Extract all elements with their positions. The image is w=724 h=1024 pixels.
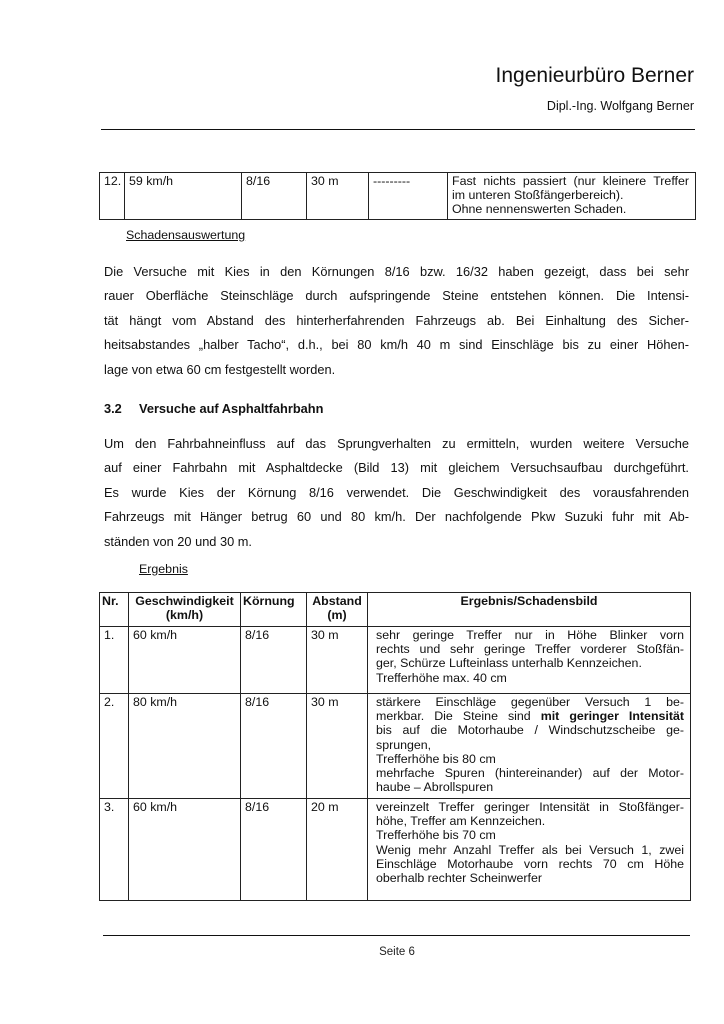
result-line: rechts und sehr geringe Treffer vorderer Stoßfän- bbox=[376, 642, 684, 657]
col-header-distance-unit: (m) bbox=[327, 608, 347, 622]
page-number: Seite 6 bbox=[379, 946, 415, 958]
result-line: mehrfache Spuren (hintereinander) auf der Motor- bbox=[376, 766, 684, 781]
footer-divider bbox=[103, 935, 690, 936]
result-line: Fast nichts passiert (nur kleinere Treffer bbox=[452, 174, 689, 188]
paragraph-line: heitsabstandes „halber Tacho“, d.h., bei 80 km/h 40 m sind Einschläge bis zu einer Höhen- bbox=[104, 337, 689, 353]
col-header-nr: Nr. bbox=[100, 593, 129, 627]
damage-eval-label: Schadensauswertung bbox=[126, 228, 246, 242]
result-line: haube – Abrollspuren bbox=[376, 780, 494, 795]
cell-grain: 8/16 bbox=[241, 694, 307, 799]
result-line: sehr geringe Treffer nur in Höhe Blinker vorn bbox=[376, 628, 684, 642]
cell-distance: 30 m bbox=[307, 173, 369, 220]
company-name: Ingenieurbüro Berner bbox=[495, 64, 694, 87]
cell-speed: 60 km/h bbox=[129, 799, 241, 901]
result-line: stärkere Einschläge gegenüber Versuch 1 be- bbox=[376, 695, 684, 709]
cell-grain: 8/16 bbox=[241, 799, 307, 901]
header-divider bbox=[101, 129, 695, 130]
paragraph-line: Um den Fahrbahneinfluss auf das Sprungverhalten zu ermitteln, wurden weitere Versuche bbox=[104, 436, 689, 451]
result-line: oberhalb rechter Scheinwerfer bbox=[376, 871, 542, 886]
cell-speed: 60 km/h bbox=[129, 627, 241, 694]
cell-nr: 2. bbox=[100, 694, 129, 799]
table-header-row bbox=[100, 593, 691, 627]
results-label: Ergebnis bbox=[139, 562, 188, 576]
cell-grain: 8/16 bbox=[241, 627, 307, 694]
section-paragraph bbox=[104, 432, 689, 554]
cell-grain: 8/16 bbox=[242, 173, 307, 220]
paragraph-line: tät hängt vom Abstand des hinterherfahrenden Fahrzeugs ab. Bei Einhaltung des Sicher- bbox=[104, 312, 689, 328]
result-line: ger, Schürze Lufteinlass unterhalb Kennzeichen. bbox=[376, 656, 642, 671]
paragraph-line: Die Versuche mit Kies in den Körnungen 8/16 bzw. 16/32 haben gezeigt, dass bei sehr bbox=[104, 264, 689, 279]
table-row bbox=[100, 627, 691, 694]
result-line: Ohne nennenswerten Schaden. bbox=[452, 202, 627, 217]
result-line bbox=[376, 709, 684, 723]
result-line: Trefferhöhe bis 80 cm bbox=[376, 751, 496, 766]
damage-eval-paragraph bbox=[104, 260, 689, 382]
result-line: sprungen, bbox=[376, 737, 432, 752]
previous-results-table bbox=[99, 172, 696, 220]
col-header-distance-label: Abstand bbox=[312, 594, 362, 608]
col-header-result: Ergebnis/Schadensbild bbox=[368, 593, 691, 627]
cell-distance: 30 m bbox=[307, 694, 368, 799]
col-header-grain: Körnung bbox=[241, 593, 307, 627]
results-table bbox=[99, 592, 691, 901]
result-line: bis auf die Motorhaube / Windschutzscheibe ge- bbox=[376, 723, 684, 738]
table-row bbox=[100, 694, 691, 799]
paragraph-line: rauer Oberfläche Steinschläge durch aufspringende Steine entstehen können. Die Intensi- bbox=[104, 288, 689, 304]
paragraph-line: Fahrzeugs mit Hänger betrug 60 und 80 km/h. Der nachfolgende Pkw Suzuki fuhr mit Ab- bbox=[104, 509, 689, 525]
paragraph-line: auf einer Fahrbahn mit Asphaltdecke (Bild 13) mit gleichem Versuchsaufbau durchgeführt. bbox=[104, 460, 689, 476]
cell-result bbox=[368, 799, 691, 901]
cell-extra: --------- bbox=[369, 173, 448, 220]
result-line: Trefferhöhe bis 70 cm bbox=[376, 828, 496, 843]
paragraph-line: Es wurde Kies der Körnung 8/16 verwendet. Die Geschwindigkeit des vorausfahrenden bbox=[104, 484, 689, 500]
paragraph-line: lage von etwa 60 cm festgestellt worden. bbox=[104, 361, 336, 377]
cell-nr: 12. bbox=[100, 173, 125, 220]
result-line: Trefferhöhe max. 40 cm bbox=[376, 670, 507, 685]
col-header-speed bbox=[129, 593, 241, 627]
cell-nr: 1. bbox=[100, 627, 129, 694]
section-heading bbox=[104, 401, 323, 416]
result-line: höhe, Treffer am Kennzeichen. bbox=[376, 814, 546, 829]
cell-distance: 30 m bbox=[307, 627, 368, 694]
cell-speed: 80 km/h bbox=[129, 694, 241, 799]
cell-result bbox=[368, 694, 691, 799]
result-line: vereinzelt Treffer geringer Intensität in Stoßfänger- bbox=[376, 800, 684, 814]
col-header-speed-unit: (km/h) bbox=[165, 608, 204, 622]
section-number: 3.2 bbox=[104, 401, 122, 416]
cell-result bbox=[368, 627, 691, 694]
result-line: Einschläge Motorhaube vorn rechts 70 cm Höhe bbox=[376, 856, 684, 871]
cell-distance: 20 m bbox=[307, 799, 368, 901]
result-emphasis: mit geringer Intensität bbox=[540, 709, 684, 724]
cell-speed: 59 km/h bbox=[125, 173, 242, 220]
col-header-speed-label: Geschwindigkeit bbox=[135, 594, 234, 608]
cell-nr: 3. bbox=[100, 799, 129, 901]
author-name: Dipl.-Ing. Wolfgang Berner bbox=[546, 99, 694, 113]
col-header-distance bbox=[307, 593, 368, 627]
table-row bbox=[100, 799, 691, 901]
cell-result bbox=[448, 173, 696, 220]
result-text: merkbar. Die Steine sind bbox=[376, 709, 541, 724]
table-row bbox=[100, 173, 696, 220]
result-line: im unteren Stoßfängerbereich). bbox=[452, 188, 624, 203]
section-title: Versuche auf Asphaltfahrbahn bbox=[139, 401, 324, 416]
paragraph-line: ständen von 20 und 30 m. bbox=[104, 533, 252, 549]
result-line: Wenig mehr Anzahl Treffer als bei Versuch 1, zwei bbox=[376, 842, 684, 857]
